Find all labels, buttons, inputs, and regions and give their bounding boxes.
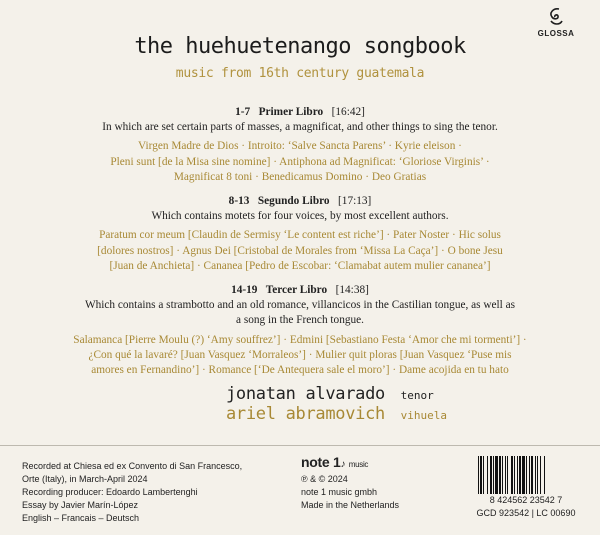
section-number: 8-13 [228,195,250,208]
track-line: [Juan de Anchieta] · Cananea [Pedro de Escobar: ‘Clamabat autem mulier cananea’] [109,259,491,272]
section-duration: [16:42] [331,106,365,118]
credit-line: Orte (Italy), in March-April 2024 [22,474,148,484]
credit-line: Essay by Javier Marín-López [22,500,139,510]
section-heading [22,194,578,209]
section-name: Segundo Libro [257,195,330,208]
album-subtitle: music from 16th century guatemala [175,66,425,81]
credit-line: Recording producer: Edoardo Lambertenghi [22,487,198,497]
section-name: Primer Libro [258,106,324,118]
section-name: Tercer Libro [265,284,328,297]
label-name: GLOSSA [537,29,575,38]
album-title: the huehuetenango songbook [134,34,466,59]
catalog-number: GCD 923542 | LC 00690 [476,508,576,518]
barcode-icon [478,456,578,494]
section-tracks [22,228,578,274]
section-description: Which contains motets for four voices, by most excellent authors. [151,210,449,223]
company: note 1 music gmbh [301,487,378,497]
performer-role: tenor [400,389,434,402]
tracklist [22,105,578,387]
recording-credits [22,460,242,525]
record-label-block [301,456,399,512]
performer-tenor [226,384,526,404]
performer-role: vihuela [400,409,447,422]
section-duration: [17:13] [338,195,372,208]
section-description: Which contains a strambotto and an old romance, villancicos in the Castilian tongue, as well as a song in the French tongue. [84,299,516,327]
note1-logo: note 1♪ music [301,454,369,470]
copyright: ℗ & © 2024 [301,474,348,484]
section-number: 1-7 [235,106,251,118]
glossa-swirl-icon [545,6,567,28]
track-line: ¿Con qué la lavaré? [Juan Vasquez ‘Morraleos’] · Mulier quit ploras [Juan Vasquez ‘Puse mis [88,348,512,361]
section-segundo-libro [22,194,578,274]
note1-logo-sub: music [348,460,369,469]
credit-line: English – Francais – Deutsch [22,513,140,523]
section-heading [22,283,578,298]
performer-vihuela [226,404,526,424]
track-line: Paratum cor meum [Claudin de Sermisy ‘Le content est riche’] · Pater Noster · Hic solus [99,229,501,242]
section-duration: [14:38] [335,284,369,297]
track-line: Salamanca [Pierre Moulu (?) ‘Amy souffrez’] · Edmini [Sebastiano Festa ‘Amor che mi tormenti’] · [73,333,527,346]
section-heading [22,105,578,120]
performer-name: jonatan alvarado [226,384,385,404]
barcode-number: 8 424562 23542 7 [489,495,563,505]
performer-name: ariel abramovich [226,404,385,424]
section-tercer-libro [22,283,578,378]
section-description: In which are set certain parts of masses, a magnificat, and other things to sing the tenor. [102,121,498,134]
section-number: 14-19 [231,284,258,297]
section-tracks [22,139,578,185]
section-primer-libro [22,105,578,185]
track-line: Virgen Madre de Dios · Introito: ‘Salve Sancta Parens’ · Kyrie eleison · [138,140,462,153]
track-line: Magnificat 8 toni · Benedicamus Domino · Deo Gratias [173,170,427,183]
track-line: amores en Fernandino’] · Romance [‘De Antequera sale el moro’] · Dame acojida en tu hato [91,364,509,377]
section-tracks [22,333,578,379]
track-line: Pleni sunt [de la Misa sine nomine] · Antiphona ad Magnificat: ‘Gloriose Virginis’ · [110,155,490,168]
credit-line: Recorded at Chiesa ed ex Convento di San Francesco, [22,461,243,471]
track-line: [dolores nostros] · Agnus Dei [Cristobal de Morales from ‘Missa La Caça’] · O bone Jesu [97,244,503,257]
divider [0,445,600,446]
origin: Made in the Netherlands [301,500,400,510]
